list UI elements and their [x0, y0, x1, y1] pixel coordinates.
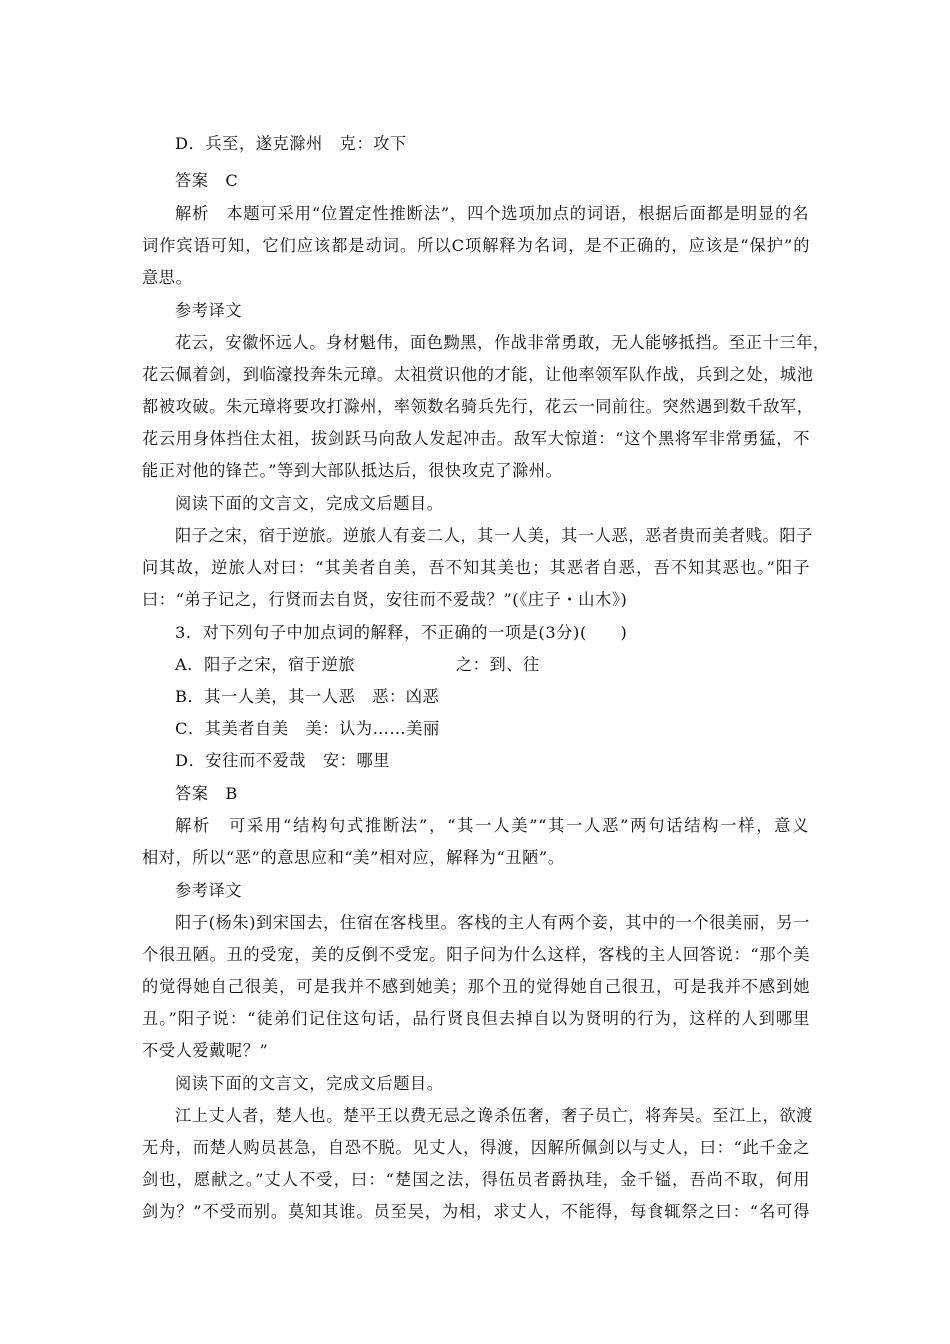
paragraph-line: 不受人爱戴呢？” [142, 1041, 269, 1060]
analysis-line: 解析 本题可采用“位置定性推断法”，四个选项加点的词语，根据后面都是明显的名 [175, 204, 809, 223]
paragraph-line: 个很丑陋。丑的受宠，美的反倒不受宠。阳子问为什么这样，客栈的主人回答说：“那个美 [142, 945, 810, 964]
paragraph-line: 丑。”阳子说：“徒弟们记住这句话，品行贤良但去掉自以为贤明的行为，这样的人到哪里 [142, 1009, 810, 1028]
answer-line [175, 170, 238, 192]
instruction-line: 阅读下面的文言文，完成文后题目。 [175, 494, 444, 513]
passage-line: 剑为？”不受而别。莫知其谁。员至吴，为相，求丈人，不能得，每食辄祭之曰：“名可得 [142, 1202, 810, 1221]
answer-line: 答案 B [175, 784, 238, 803]
paragraph-line: 花云佩着剑，到临濠投奔朱元璋。太祖赏识他的才能，让他率领军队作战，兵到之处，城池 [142, 365, 814, 384]
paragraph-line: 意思。 [142, 268, 193, 287]
paragraph-line: 相对，所以“恶”的意思应和“美”相对应，解释为“丑陋”。 [142, 848, 565, 867]
option-a-line: A．阳子之宋，宿于逆旅 之：到、往 [175, 655, 540, 674]
option-d-line [175, 133, 407, 155]
option-d-line: D．安往而不爱哉 安：哪里 [175, 751, 391, 770]
option-c-line: C．其美者自美 美：认为……美丽 [175, 719, 440, 738]
analysis-line: 解析 可采用“结构句式推断法”，“其一人美”“其一人恶”两句话结构一样，意义 [175, 816, 809, 835]
section-heading: 参考译文 [175, 881, 243, 900]
passage-line: 曰：“弟子记之，行贤而去自贤，安往而不爱哉？”(《庄子・山木》) [142, 590, 628, 609]
text: D．兵至，遂克滁州 克：攻下 [175, 134, 407, 153]
paragraph-line: 都被攻破。朱元璋将要攻打滁州，率领数名骑兵先行，花云一同前往。突然遇到数千敌军， [142, 397, 814, 416]
passage-line: 问其故，逆旅人对曰：“其美者自美，吾不知其美也；其恶者自恶，吾不知其恶也。”阳子 [142, 558, 810, 577]
paragraph-line: 能正对他的锋芒。”等到大部队抵达后，很快攻克了滁州。 [142, 461, 563, 480]
text: 答案 C [175, 171, 239, 190]
passage-line: 江上丈人者，楚人也。楚平王以费无忌之谗杀伍奢，奢子员亡，将奔吴。至江上，欲渡 [175, 1106, 813, 1125]
passage-line: 无舟，而楚人购员甚急，自恐不脱。见丈人，得渡，因解所佩剑以与丈人，曰：“此千金之 [142, 1138, 810, 1157]
section-heading: 参考译文 [175, 301, 243, 320]
paragraph-line: 阳子(杨朱)到宋国去，住宿在客栈里。客栈的主人有两个妾，其中的一个很美丽，另一 [175, 913, 810, 932]
passage-line: 阳子之宋，宿于逆旅。逆旅人有妾二人，其一人美，其一人恶，恶者贵而美者贱。阳子 [175, 526, 813, 545]
option-b-line: B．其一人美，其一人恶 恶：凶恶 [175, 687, 440, 706]
instruction-line: 阅读下面的文言文，完成文后题目。 [175, 1074, 444, 1093]
passage-line: 剑也，愿献之。”丈人不受，曰：“楚国之法，得伍员者爵执珪，金千镒，吾尚不取，何用 [142, 1170, 810, 1189]
paragraph-line: 花云用身体挡住太祖，拔剑跃马向敌人发起冲击。敌军大惊道：“这个黑将军非常勇猛，不 [142, 429, 810, 448]
question-line: 3．对下列句子中加点词的解释，不正确的一项是(3分)( ) [175, 623, 628, 642]
paragraph-line: 的觉得她自己很美，可是我并不感到她美；那个丑的觉得她自己很丑，可是我并不感到她 [142, 977, 810, 996]
paragraph-line: 词作宾语可知，它们应该都是动词。所以C项解释为名词，是不正确的，应该是“保护”的 [142, 236, 810, 255]
paragraph-line: 花云，安徽怀远人。身材魁伟，面色黝黑，作战非常勇敢，无人能够抵挡。至正十三年， [175, 333, 830, 352]
